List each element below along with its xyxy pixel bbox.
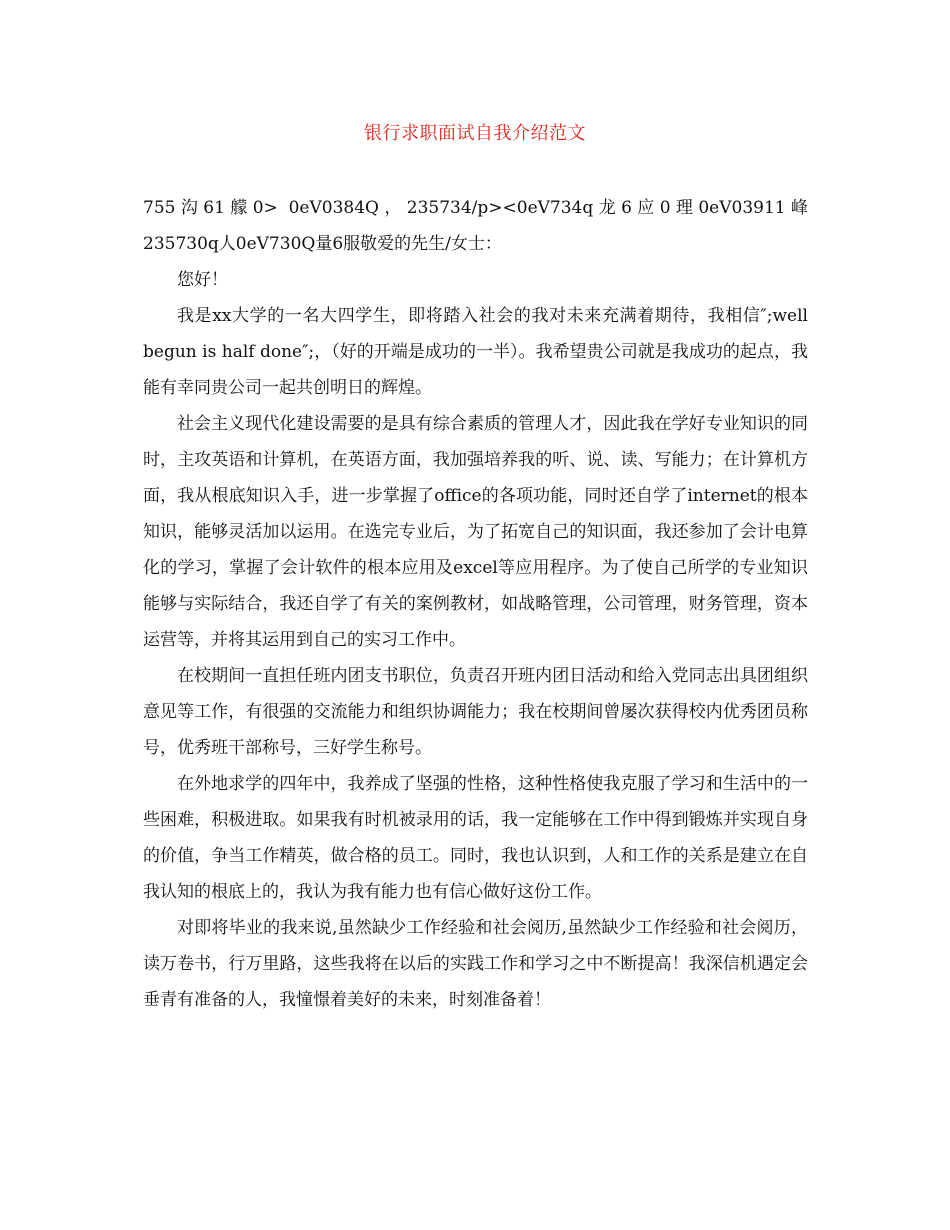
- document-title: 银行求职面试自我介绍范文: [364, 123, 586, 144]
- header-line-paragraph: 755沟61艨0> 0eV0384Q，235734/p><0eV734q龙6应0理0eV03911峰235730q人0eV730Q量6服敬爱的先生/女士：: [143, 198, 808, 254]
- campus-role-paragraph: 在校期间一直担任班内团支书职位，负责召开班内团日活动和给入党同志出具团组织意见等工作，有很强的交流能力和组织协调能力；我在校期间曾屡次获得校内优秀团员称号，优秀班干部称号，三好学生称号。: [143, 666, 808, 758]
- skills-paragraph: 社会主义现代化建设需要的是具有综合素质的管理人才，因此我在学好专业知识的同时，主攻英语和计算机，在英语方面，我加强培养我的听、说、读、写能力；在计算机方面，我从根底知识入手，进一步掌握了office的各项功能，同时还自学了internet的根本知识，能够灵活加以运用。在选完专业后，为了拓宽自己的知识面，我还参加了会计电算化的学习，掌握了会计软件的根本应用及excel等应用程序。为了使自己所学的专业知识能够与实际结合，我还自学了有关的案例教材，如战略管理，公司管理，财务管理，资本运营等，并将其运用到自己的实习工作中。: [143, 414, 808, 650]
- document-body: [143, 190, 808, 1018]
- character-paragraph: 在外地求学的四年中，我养成了坚强的性格，这种性格使我克服了学习和生活中的一些困难，积极进取。如果我有时机被录用的话，我一定能够在工作中得到锻炼并实现自身的价值，争当工作精英，做合格的员工。同时，我也认识到，人和工作的关系是建立在自我认知的根底上的，我认为我有能力也有信心做好这份工作。: [143, 774, 808, 902]
- closing-paragraph: 对即将毕业的我来说,虽然缺少工作经验和社会阅历,虽然缺少工作经验和社会阅历，读万卷书，行万里路，这些我将在以后的实践工作和学习之中不断提高！我深信机遇定会垂青有准备的人，我憧憬着美好的未来，时刻准备着！: [143, 918, 808, 1010]
- greeting-paragraph: 您好！: [177, 270, 228, 290]
- intro-paragraph: 我是xx大学的一名大四学生，即将踏入社会的我对未来充满着期待，我相信″;well begun is half done″;，（好的开端是成功的一半）。我希望贵公司就是我成功的起点，我能有幸同贵公司一起共创明日的辉煌。: [143, 306, 808, 398]
